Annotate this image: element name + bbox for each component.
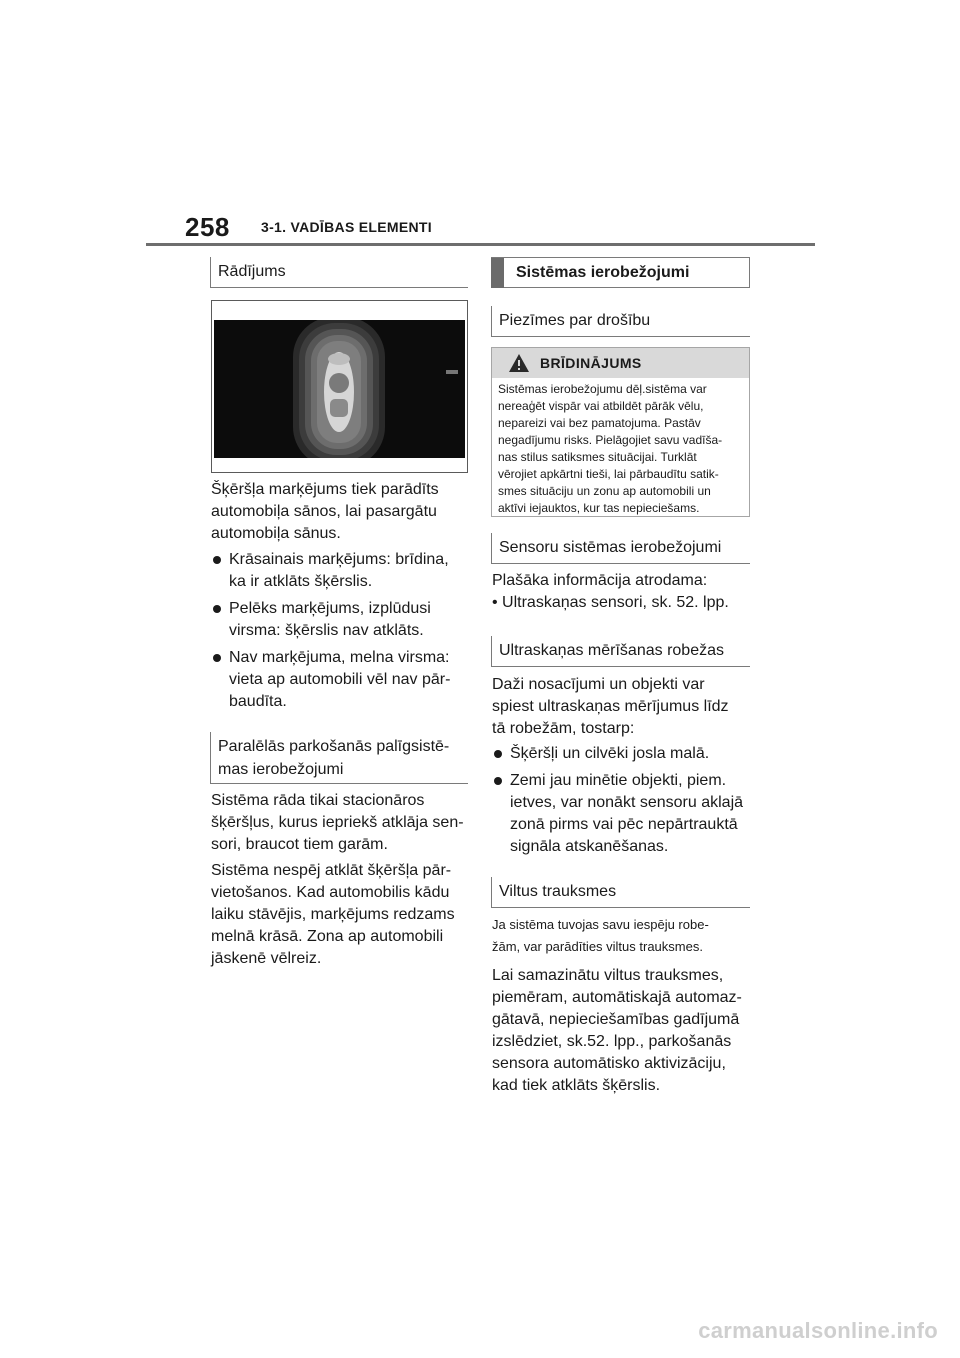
section-ultrasonic-limits-title: Ultraskaņas mērīšanas robežas <box>499 642 724 659</box>
bullet-item: Šķēršļi un cilvēki josla malā. <box>510 745 710 762</box>
paragraph-line: kad tiek atklāts šķērslis. <box>492 1077 661 1094</box>
intro-line-2: automobiļa sānos, lai pasargātu <box>211 503 437 520</box>
paragraph-line: šķēršļus, kurus iepriekš atklāja sen- <box>211 814 464 831</box>
paragraph-line: laiku stāvējis, marķējums redzams <box>211 906 455 923</box>
paragraph-line: Sistēma rāda tikai stacionāros <box>211 792 425 809</box>
paragraph-line: Daži nosacījumi un objekti var <box>492 676 705 693</box>
bullet-dot <box>494 750 502 758</box>
chapter-title: 3-1. VADĪBAS ELEMENTI <box>261 219 432 235</box>
section-false-alarms-title: Viltus trauksmes <box>499 883 617 900</box>
section-sensor-limits <box>491 533 750 564</box>
section-parallel-limits <box>210 732 468 784</box>
paragraph-line: tā robežām, tostarp: <box>492 720 635 737</box>
bullet-item: Pelēks marķējums, izplūdusi virsma: šķērslis nav atklāts. <box>229 600 431 639</box>
false-alarm-note: Ja sistēma tuvojas savu iespēju robe- žām, var parādīties viltus trauksmes. <box>492 917 709 954</box>
section-parallel-limits-title: Paralēlās parkošanās palīgsistē- mas ierobežojumi <box>218 738 450 778</box>
warning-title: BRĪDINĀJUMS <box>540 355 642 371</box>
footer-watermark: carmanualsonline.info <box>698 1318 938 1343</box>
section-safety-notes <box>491 306 750 337</box>
section-display-title: Rādījums <box>218 263 286 280</box>
intro-line-1: Šķēršļa marķējums tiek parādīts <box>211 481 439 498</box>
section-system-limits <box>491 257 750 288</box>
section-display <box>210 257 468 288</box>
paragraph-line: vietošanos. Kad automobilis kādu <box>211 884 450 901</box>
more-info-label: Plašāka informācija atrodama: <box>492 572 708 589</box>
warning-box <box>491 347 750 517</box>
bullet-item: Zemi jau minētie objekti, piem. ietves, var nonākt sensoru aklajā zonā pirms vai pēc nepārtrauktā signāla atskanēšanas. <box>510 772 744 855</box>
bullet-dot <box>213 654 221 662</box>
paragraph-line: melnā krāsā. Zona ap automobili <box>211 928 444 945</box>
warning-triangle-icon <box>508 353 530 373</box>
section-safety-notes-title: Piezīmes par drošību <box>499 312 651 329</box>
parking-car-illustration <box>214 320 465 458</box>
page-number: 258 <box>185 212 230 242</box>
section-ultrasonic-limits <box>491 636 750 667</box>
paragraph-line: sori, braucot tiem garām. <box>211 836 388 853</box>
section-system-limits-title: Sistēmas ierobežojumi <box>516 264 690 281</box>
bullet-item: Krāsainais marķējums: brīdina, ka ir atklāts šķērslis. <box>229 551 449 590</box>
paragraph-line: Sistēma nespēj atklāt šķēršļa pār- <box>211 862 452 879</box>
bullet-item: Nav marķējuma, melna virsma: vieta ap automobili vēl nav pār- baudīta. <box>229 649 451 710</box>
section-false-alarms <box>491 877 750 908</box>
warning-text: Sistēmas ierobežojumu dēļ.sistēma var nereaģēt vispār vai atbildēt pārāk vēlu, nepareizi vai bez pamatojuma. Pastāv negadījumu risks. Pielāgojiet savu vadīša- nas stilus satiksmes situācijai. Turklāt vērojiet apkārtni tieši, lai pārbaudītu satik- smes situāciju un zonu ap automobili un aktīvi iejauktos, kur tas nepieciešams. <box>498 382 723 515</box>
more-info-item: • Ultraskaņas sensori, sk. 52. lpp. <box>492 594 729 611</box>
bullet-dot <box>213 556 221 564</box>
intro-line-3: automobiļa sānus. <box>211 525 341 542</box>
bullet-dot <box>213 605 221 613</box>
bullet-dot <box>494 777 502 785</box>
paragraph-line: izslēdziet, sk.52. lpp., parkošanās <box>492 1033 732 1050</box>
paragraph-line: jāskenē vēlreiz. <box>211 950 322 967</box>
paragraph-line: Lai samazinātu viltus trauksmes, <box>492 967 724 984</box>
parking-display-figure <box>211 300 468 473</box>
warning-header <box>492 348 749 378</box>
header-rule <box>146 243 815 246</box>
paragraph-line: gātavā, nepieciešamības gadījumā <box>492 1011 740 1028</box>
paragraph-line: spiest ultraskaņas mērījumus līdz <box>492 698 729 715</box>
paragraph-line: sensora automātisko aktivizāciju, <box>492 1055 726 1072</box>
paragraph-line: piemēram, automātiskajā automaz- <box>492 989 742 1006</box>
section-sensor-limits-title: Sensoru sistēmas ierobežojumi <box>499 539 722 556</box>
